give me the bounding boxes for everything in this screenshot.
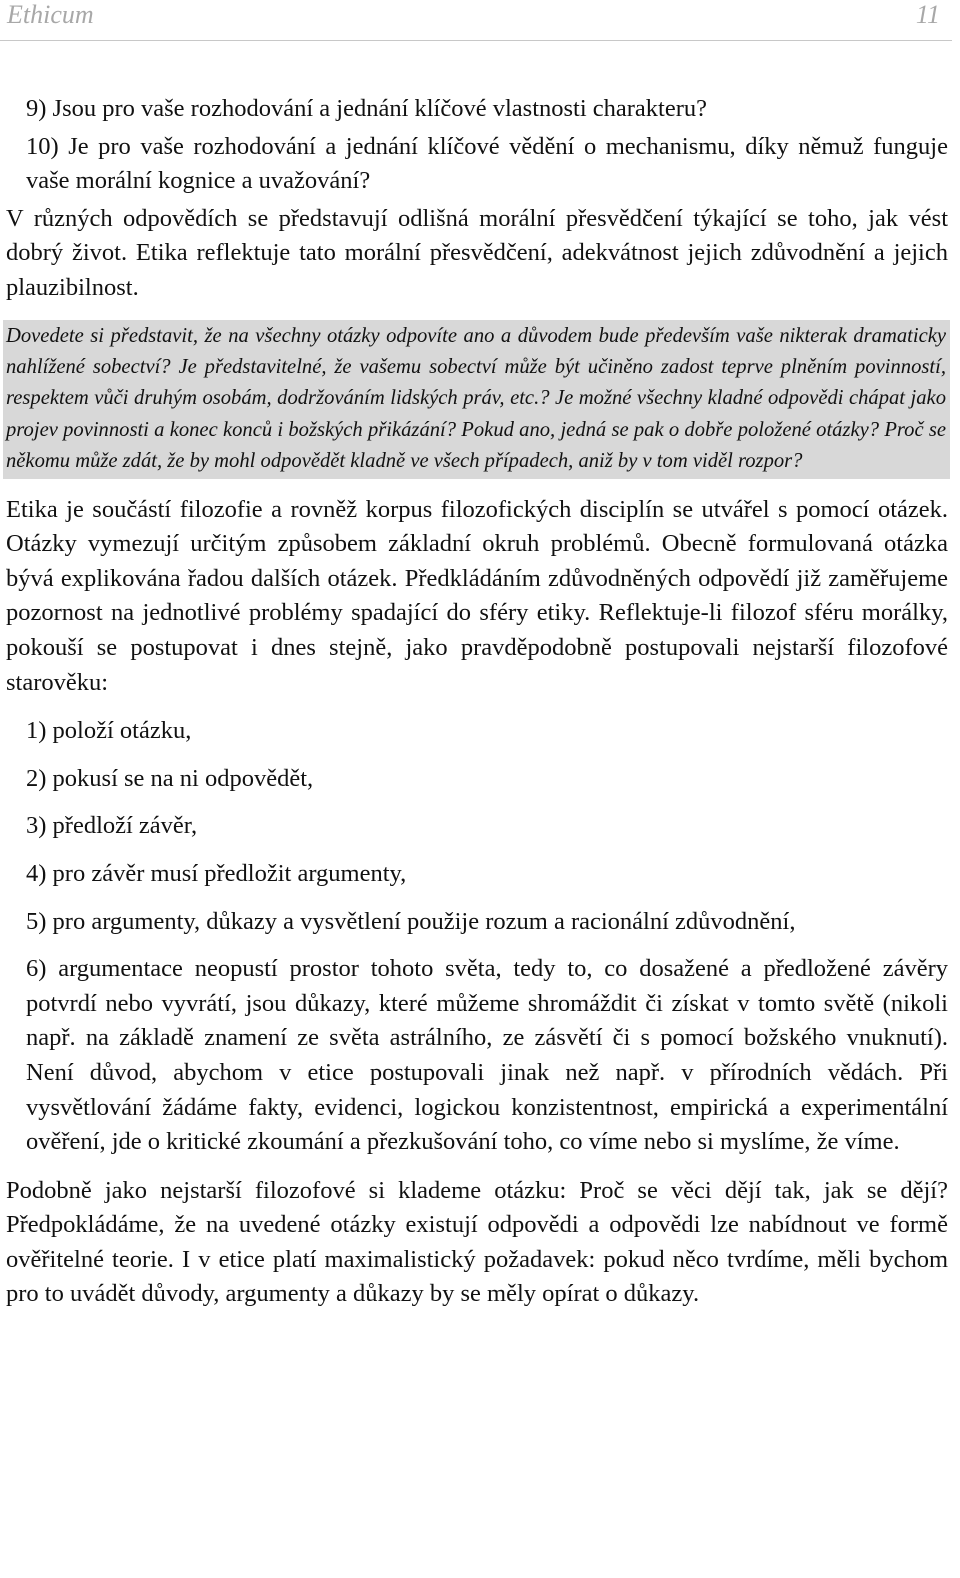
page-number: 11 [915,0,940,29]
list-item: 5) pro argumenty, důkazy a vysvětlení použije rozum a racionální zdůvodnění, [26,907,796,935]
question-10: 10) Je pro vaše rozhodování a jednání klíčové vědění o mechanismu, díky němuž funguje vaše morální kognice a uvažování? [26,132,948,195]
reflection-callout-box [3,320,950,479]
running-header-title: Ethicum [7,0,94,29]
reflection-callout-text: Dovedete si představit, že na všechny otázky odpovíte ano a důvodem bude především vaše nikterak dramaticky nahlížené sobectví? Je představitelné, že vašemu sobectví může být učiněno zadost teprve plněním povinností, respektem vůči druhým osobám, dodržováním lidských práv, etc.? Je možné všechny kladné odpovědi chápat jako projev povinnosti a konec konců i božských přikázání? Pokud ano, jedná se pak o dobře položené otázky? Proč se někomu může zdát, že by mohl odpovědět kladně ve všech případech, aniž by v tom viděl rozpor? [6,324,946,473]
closing-paragraph: Podobně jako nejstarší filozofové si klademe otázku: Proč se věci dějí tak, jak se dějí? Předpokládáme, že na uvedené otázky existují odpovědi a odpovědi lze nabídnout ve formě ověřitelné teorie. I v etice platí maximalistický požadavek: pokud něco tvrdíme, měli bychom pro to uvádět důvody, argumenty a důkazy by se měly opírat o důkazy. [6,1176,948,1308]
running-header [0,0,952,41]
steps-list [6,714,948,1160]
list-item: 2) pokusí se na ni odpovědět, [26,764,314,792]
list-item: 4) pro závěr musí předložit argumenty, [26,859,407,887]
list-item: 1) položí otázku, [26,717,192,745]
intro-paragraph: V různých odpovědích se představují odlišná morální přesvědčení týkající se toho, jak vést dobrý život. Etika reflektuje tato morální přesvědčení, adekvátnost jejich zdůvodnění a jejich plauzibilnost. [6,204,948,301]
main-paragraph: Etika je součástí filozofie a rovněž korpus filozofických disciplín se utvářel s pomocí otázek. Otázky vymezují určitým způsobem základní okruh problémů. Obecně formulovaná otázka bývá explikována řadou dalších otázek. Předkládáním zdůvodněných odpovědí již zaměřujeme pozornost na jednotlivé problémy spadající do sféry etiky. Reflektuje-li filozof sféru morálky, pokouší se postupovat i dnes stejně, jako pravděpodobně postupovali nejstarší filozofové starověku: [6,495,948,696]
page-body [6,92,948,1312]
question-9: 9) Jsou pro vaše rozhodování a jednání klíčové vlastnosti charakteru? [26,95,708,122]
list-item: 3) předloží závěr, [26,812,198,840]
list-item: 6) argumentace neopustí prostor tohoto světa, tedy to, co dosažené a předložené závěry potvrdí nebo vyvrátí, jsou důkazy, které můžeme shromáždit či získat v tomto světě (nikoli např. na základě znamení ze světa astrálního, ze zásvětí či s pomocí božského vnuknutí). Není důvod, abychom v etice postupovali jinak než např. v přírodních vědách. Při vysvětlování žádáme fakty, evidenci, logickou konzistentnost, empirická a experimentální ověření, jde o kritické zkoumání a přezkušování toho, co víme nebo si myslíme, že víme. [26,955,948,1156]
